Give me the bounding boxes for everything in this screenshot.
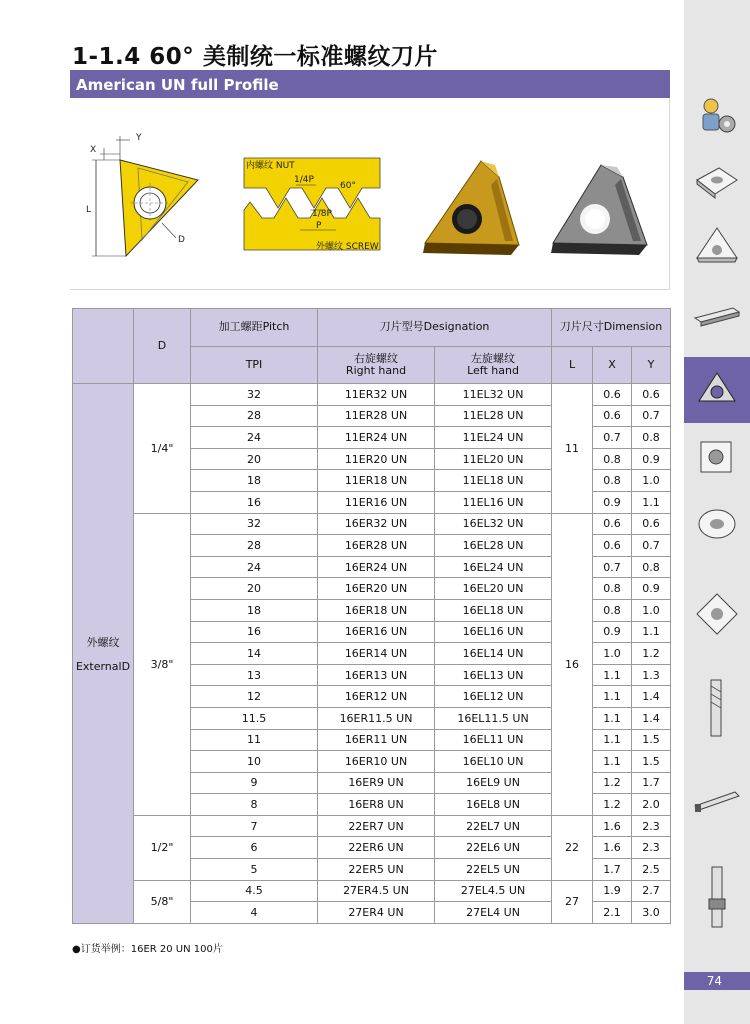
page-title: 1-1.4 60° 美制统一标准螺纹刀片 xyxy=(72,44,438,70)
tpi-cell: 28 xyxy=(191,405,318,427)
tpi-cell: 32 xyxy=(191,513,318,535)
sidebar-item-parting-blade[interactable] xyxy=(684,280,750,346)
length-cell: 22 xyxy=(552,815,593,880)
round-hole-insert-icon xyxy=(693,434,741,482)
left-hand-cell: 16EL32 UN xyxy=(435,513,552,535)
header-left-hand-cn: 左旋螺纹 xyxy=(471,351,515,365)
diameter-cell: 3/8" xyxy=(134,513,191,815)
sidebar-item-square-screw-insert[interactable] xyxy=(684,580,750,646)
x-cell: 0.7 xyxy=(593,556,632,578)
tpi-cell: 4 xyxy=(191,902,318,924)
left-hand-cell: 11EL18 UN xyxy=(435,470,552,492)
x-cell: 1.1 xyxy=(593,729,632,751)
x-cell: 0.6 xyxy=(593,535,632,557)
left-hand-cell: 11EL20 UN xyxy=(435,448,552,470)
boring-bar-icon xyxy=(693,780,741,828)
right-hand-cell: 11ER20 UN xyxy=(318,448,435,470)
left-hand-cell: 16EL28 UN xyxy=(435,535,552,557)
table-body xyxy=(73,384,671,924)
pitch-label: P xyxy=(316,221,322,231)
left-hand-cell: 11EL16 UN xyxy=(435,491,552,513)
right-hand-cell: 11ER28 UN xyxy=(318,405,435,427)
sidebar-item-thread-insert[interactable] xyxy=(684,357,750,423)
right-hand-cell: 11ER18 UN xyxy=(318,470,435,492)
right-hand-cell: 11ER24 UN xyxy=(318,427,435,449)
header-blank xyxy=(73,309,134,384)
section-title: American UN full Profile xyxy=(76,76,279,94)
header-tpi: TPI xyxy=(191,347,318,384)
tpi-cell: 7 xyxy=(191,815,318,837)
x-cell: 1.1 xyxy=(593,664,632,686)
sidebar-item-round-hole-insert[interactable] xyxy=(684,424,750,490)
table-row xyxy=(73,815,671,837)
left-hand-cell: 22EL5 UN xyxy=(435,859,552,881)
y-cell: 0.6 xyxy=(632,384,671,406)
x-cell: 1.1 xyxy=(593,751,632,773)
row-group-label-en: ExternalD xyxy=(75,659,131,673)
left-hand-cell: 16EL14 UN xyxy=(435,643,552,665)
left-hand-cell: 16EL18 UN xyxy=(435,599,552,621)
right-hand-cell: 16ER12 UN xyxy=(318,686,435,708)
right-hand-cell: 11ER16 UN xyxy=(318,491,435,513)
round-insert-icon xyxy=(693,500,741,548)
thread-insert-icon xyxy=(693,367,741,415)
insert-dimension-diagram xyxy=(80,128,210,268)
right-hand-cell: 22ER7 UN xyxy=(318,815,435,837)
x-cell: 0.6 xyxy=(593,384,632,406)
tpi-cell: 12 xyxy=(191,686,318,708)
y-cell: 1.4 xyxy=(632,686,671,708)
left-hand-cell: 16EL9 UN xyxy=(435,772,552,794)
y-cell: 0.9 xyxy=(632,578,671,600)
tpi-cell: 18 xyxy=(191,599,318,621)
y-cell: 1.7 xyxy=(632,772,671,794)
left-hand-cell: 16EL20 UN xyxy=(435,578,552,600)
x-cell: 1.2 xyxy=(593,772,632,794)
tpi-cell: 11.5 xyxy=(191,707,318,729)
grey-insert-image xyxy=(543,155,653,260)
left-hand-cell: 16EL8 UN xyxy=(435,794,552,816)
header-x: X xyxy=(593,347,632,384)
tpi-cell: 18 xyxy=(191,470,318,492)
header-l: L xyxy=(552,347,593,384)
parting-blade-icon xyxy=(693,290,741,338)
sidebar-item-square-insert[interactable] xyxy=(684,148,750,214)
y-cell: 2.5 xyxy=(632,859,671,881)
right-hand-cell: 22ER6 UN xyxy=(318,837,435,859)
table-row xyxy=(73,513,671,535)
drill-icon xyxy=(693,865,741,929)
y-cell: 2.0 xyxy=(632,794,671,816)
header-dimension: 刀片尺寸Dimension xyxy=(552,309,671,347)
x-cell: 0.7 xyxy=(593,427,632,449)
square-insert-icon xyxy=(693,158,741,206)
x-cell: 1.7 xyxy=(593,859,632,881)
order-example: ●订货举例：16ER 20 UN 100片 xyxy=(72,944,223,955)
right-hand-cell: 16ER11 UN xyxy=(318,729,435,751)
right-hand-cell: 16ER11.5 UN xyxy=(318,707,435,729)
diameter-cell: 1/2" xyxy=(134,815,191,880)
screw-label: 外螺纹 SCREW xyxy=(316,242,379,252)
x-cell: 1.9 xyxy=(593,880,632,902)
tpi-cell: 20 xyxy=(191,578,318,600)
tpi-cell: 10 xyxy=(191,751,318,773)
right-hand-cell: 16ER10 UN xyxy=(318,751,435,773)
y-cell: 2.3 xyxy=(632,837,671,859)
x-cell: 0.8 xyxy=(593,599,632,621)
header-pitch: 加工螺距Pitch xyxy=(191,309,318,347)
left-hand-cell: 27EL4.5 UN xyxy=(435,880,552,902)
left-hand-cell: 11EL32 UN xyxy=(435,384,552,406)
y-cell: 1.1 xyxy=(632,621,671,643)
section-header-bar xyxy=(70,70,670,98)
sidebar-item-drill[interactable] xyxy=(684,855,750,921)
tpi-cell: 11 xyxy=(191,729,318,751)
tpi-cell: 9 xyxy=(191,772,318,794)
right-hand-cell: 16ER24 UN xyxy=(318,556,435,578)
tpi-cell: 24 xyxy=(191,556,318,578)
right-hand-cell: 27ER4.5 UN xyxy=(318,880,435,902)
gold-insert-image xyxy=(415,155,525,260)
length-cell: 11 xyxy=(552,384,593,514)
y-cell: 0.9 xyxy=(632,448,671,470)
right-hand-cell: 16ER9 UN xyxy=(318,772,435,794)
trigon-insert-icon xyxy=(693,224,741,272)
x-cell: 0.9 xyxy=(593,621,632,643)
tpi-cell: 8 xyxy=(191,794,318,816)
y-cell: 1.2 xyxy=(632,643,671,665)
tpi-cell: 13 xyxy=(191,664,318,686)
header-left-hand-en: Left hand xyxy=(467,364,519,377)
x-cell: 1.1 xyxy=(593,707,632,729)
end-mill-icon xyxy=(693,678,741,738)
spec-table xyxy=(72,308,671,924)
left-hand-cell: 16EL24 UN xyxy=(435,556,552,578)
sidebar-item-tools[interactable] xyxy=(684,82,750,148)
right-hand-cell: 16ER14 UN xyxy=(318,643,435,665)
y-cell: 1.4 xyxy=(632,707,671,729)
left-hand-cell: 16EL16 UN xyxy=(435,621,552,643)
y-cell: 0.8 xyxy=(632,427,671,449)
x-cell: 0.6 xyxy=(593,513,632,535)
header-designation: 刀片型号Designation xyxy=(318,309,552,347)
table-row xyxy=(73,880,671,902)
diameter-cell: 5/8" xyxy=(134,880,191,923)
tpi-cell: 32 xyxy=(191,384,318,406)
quarter-pitch-label: 1/4P xyxy=(294,175,314,185)
x-cell: 0.8 xyxy=(593,448,632,470)
right-hand-cell: 27ER4 UN xyxy=(318,902,435,924)
nut-label: 内螺纹 NUT xyxy=(246,161,295,171)
right-hand-cell: 11ER32 UN xyxy=(318,384,435,406)
right-hand-cell: 16ER32 UN xyxy=(318,513,435,535)
x-cell: 1.0 xyxy=(593,643,632,665)
y-cell: 1.5 xyxy=(632,751,671,773)
y-cell: 0.6 xyxy=(632,513,671,535)
y-cell: 2.3 xyxy=(632,815,671,837)
x-cell: 0.6 xyxy=(593,405,632,427)
left-hand-cell: 16EL10 UN xyxy=(435,751,552,773)
right-hand-cell: 16ER13 UN xyxy=(318,664,435,686)
x-cell: 1.6 xyxy=(593,815,632,837)
tpi-cell: 5 xyxy=(191,859,318,881)
dim-label-y: Y xyxy=(136,133,142,143)
angle-label: 60° xyxy=(340,181,356,191)
header-right-hand-cn: 右旋螺纹 xyxy=(354,351,398,365)
left-hand-cell: 16EL12 UN xyxy=(435,686,552,708)
right-hand-cell: 16ER8 UN xyxy=(318,794,435,816)
y-cell: 1.5 xyxy=(632,729,671,751)
tpi-cell: 14 xyxy=(191,643,318,665)
right-hand-cell: 16ER28 UN xyxy=(318,535,435,557)
sidebar-item-end-mill[interactable] xyxy=(684,668,750,734)
dim-label-l: L xyxy=(86,205,92,215)
tpi-cell: 20 xyxy=(191,448,318,470)
row-group-label-cn: 外螺纹 xyxy=(86,635,120,649)
sidebar-item-trigon-insert[interactable] xyxy=(684,214,750,280)
sidebar-item-round-insert[interactable] xyxy=(684,490,750,556)
x-cell: 0.9 xyxy=(593,491,632,513)
right-hand-cell: 16ER20 UN xyxy=(318,578,435,600)
x-cell: 1.6 xyxy=(593,837,632,859)
header-left-hand xyxy=(435,347,552,384)
y-cell: 2.7 xyxy=(632,880,671,902)
header-d: D xyxy=(134,309,191,384)
left-hand-cell: 11EL28 UN xyxy=(435,405,552,427)
length-cell: 16 xyxy=(552,513,593,815)
left-hand-cell: 16EL13 UN xyxy=(435,664,552,686)
tpi-cell: 24 xyxy=(191,427,318,449)
right-hand-cell: 16ER18 UN xyxy=(318,599,435,621)
x-cell: 1.1 xyxy=(593,686,632,708)
dim-label-x: X xyxy=(90,145,97,155)
header-y: Y xyxy=(632,347,671,384)
tpi-cell: 16 xyxy=(191,491,318,513)
left-hand-cell: 16EL11 UN xyxy=(435,729,552,751)
left-hand-cell: 22EL7 UN xyxy=(435,815,552,837)
diameter-cell: 1/4" xyxy=(134,384,191,514)
row-group-label xyxy=(73,384,134,924)
tpi-cell: 16 xyxy=(191,621,318,643)
tpi-cell: 4.5 xyxy=(191,880,318,902)
x-cell: 2.1 xyxy=(593,902,632,924)
y-cell: 1.3 xyxy=(632,664,671,686)
y-cell: 3.0 xyxy=(632,902,671,924)
y-cell: 1.0 xyxy=(632,599,671,621)
thread-profile-diagram xyxy=(240,150,385,258)
x-cell: 1.2 xyxy=(593,794,632,816)
y-cell: 0.7 xyxy=(632,535,671,557)
table-row xyxy=(73,384,671,406)
square-screw-insert-icon xyxy=(693,590,741,638)
tpi-cell: 6 xyxy=(191,837,318,859)
eighth-pitch-label: 1/8P xyxy=(312,209,332,219)
header-right-hand-en: Right hand xyxy=(345,364,407,377)
header-right-hand xyxy=(318,347,435,384)
dim-label-d: D xyxy=(178,235,185,245)
length-cell: 27 xyxy=(552,880,593,923)
sidebar-item-boring-bar[interactable] xyxy=(684,770,750,836)
left-hand-cell: 16EL11.5 UN xyxy=(435,707,552,729)
left-hand-cell: 11EL24 UN xyxy=(435,427,552,449)
page-number-bar xyxy=(684,972,750,990)
worker-gear-icon xyxy=(693,92,741,140)
x-cell: 0.8 xyxy=(593,470,632,492)
page-number: 74 xyxy=(706,974,722,988)
y-cell: 1.0 xyxy=(632,470,671,492)
y-cell: 0.8 xyxy=(632,556,671,578)
category-sidebar xyxy=(684,0,750,1024)
right-hand-cell: 16ER16 UN xyxy=(318,621,435,643)
right-hand-cell: 22ER5 UN xyxy=(318,859,435,881)
left-hand-cell: 22EL6 UN xyxy=(435,837,552,859)
tpi-cell: 28 xyxy=(191,535,318,557)
x-cell: 0.8 xyxy=(593,578,632,600)
left-hand-cell: 27EL4 UN xyxy=(435,902,552,924)
y-cell: 1.1 xyxy=(632,491,671,513)
y-cell: 0.7 xyxy=(632,405,671,427)
